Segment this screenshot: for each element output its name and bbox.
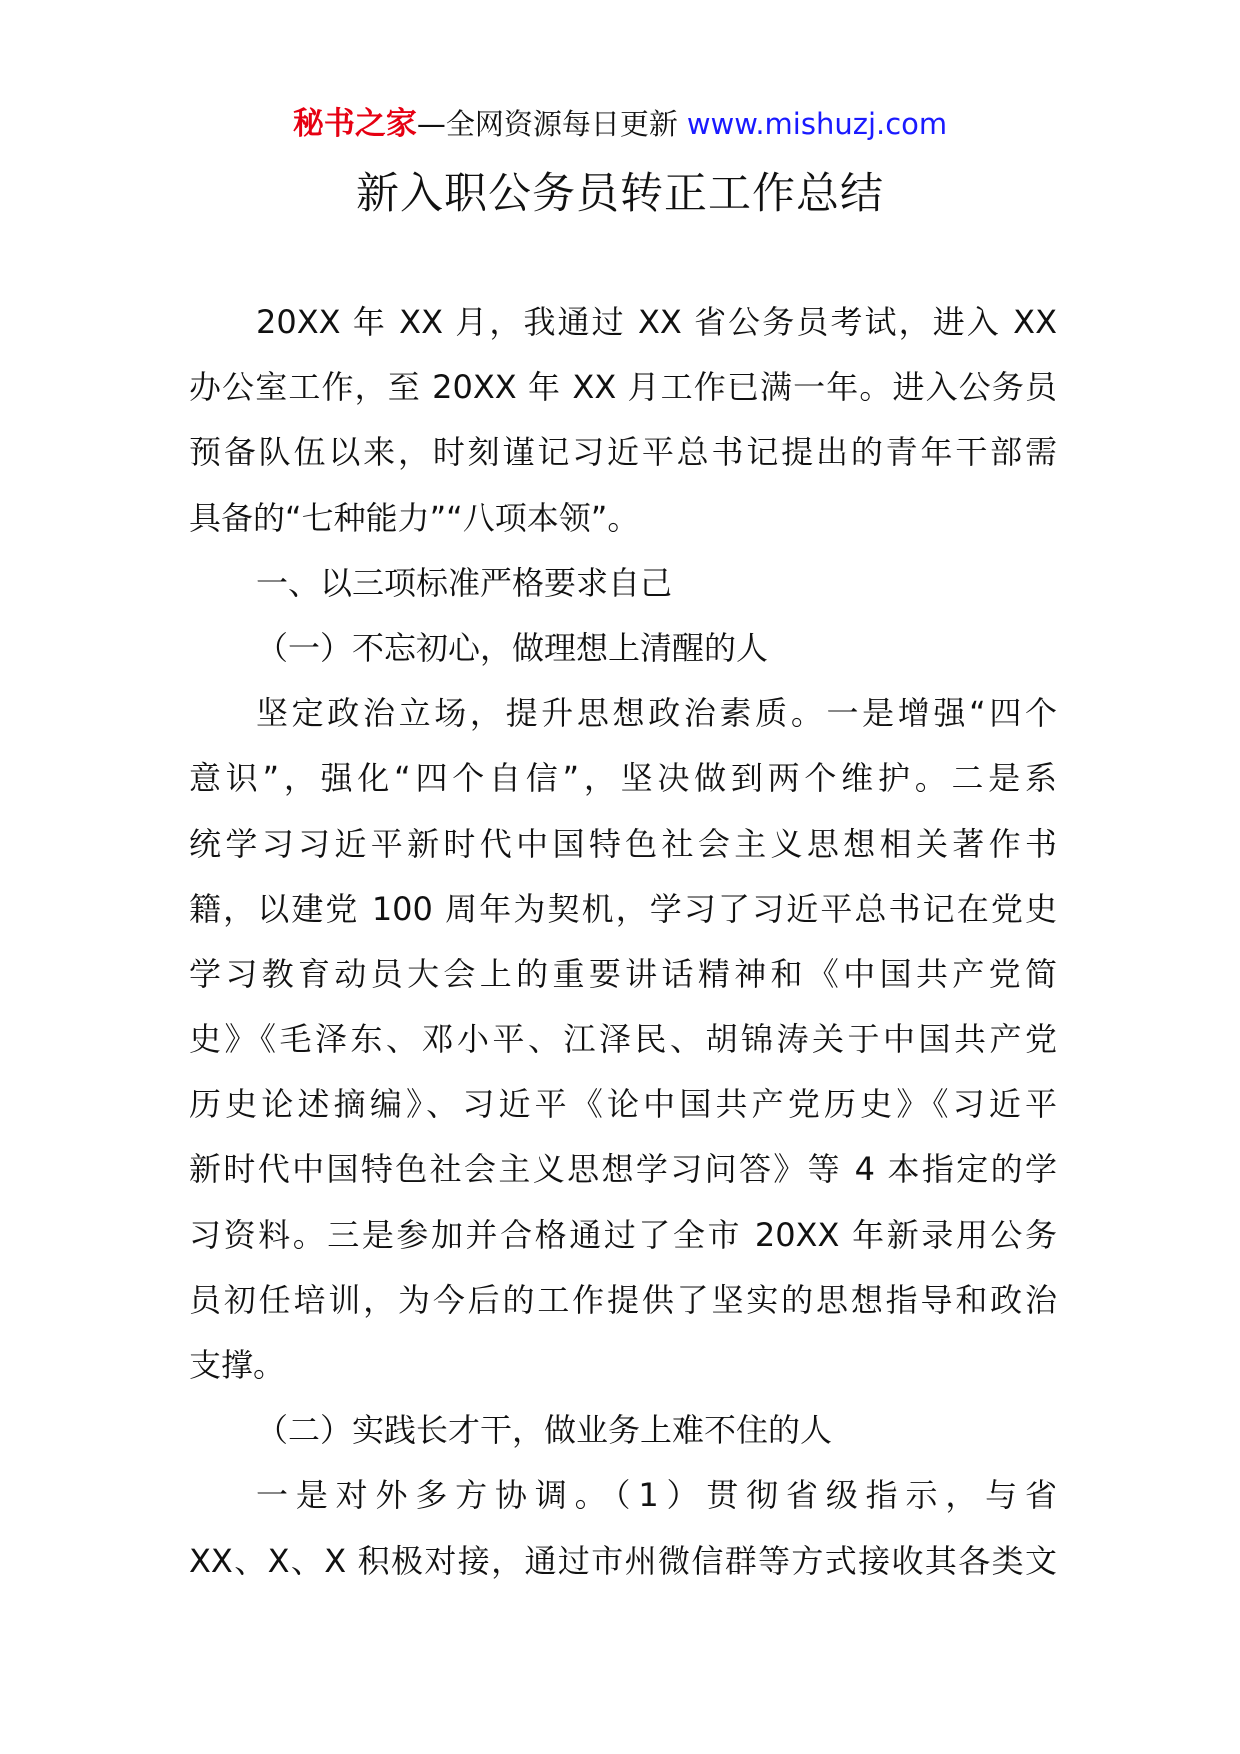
- body-line: XX、X、X 积极对接，通过市州微信群等方式接收其各类文: [189, 1541, 1057, 1580]
- subsection-heading: （二）实践长才干，做业务上难不住的人: [256, 1411, 833, 1450]
- subsection-heading: （一）不忘初心，做理想上清醒的人: [256, 628, 769, 667]
- body-line: 习资料。三是参加并合格通过了全市 20XX 年新录用公务: [189, 1215, 1057, 1254]
- body-line: 支撑。: [189, 1346, 286, 1384]
- body-line: 学习教育动员大会上的重要讲话精神和《中国共产党简: [189, 954, 1057, 993]
- site-header: [0, 104, 1240, 144]
- body-line: 新时代中国特色社会主义思想学习问答》等 4 本指定的学: [189, 1150, 1057, 1189]
- site-url: www.mishuzj.com: [686, 107, 948, 141]
- body-line: 具备的“七种能力”“八项本领”。: [189, 498, 640, 537]
- body-line: 办公室工作，至 20XX 年 XX 月工作已满一年。进入公务员: [189, 368, 1057, 407]
- body-line: 籍，以建党 100 周年为契机，学习了习近平总书记在党史: [189, 889, 1057, 928]
- body-line: 坚定政治立场，提升思想政治素质。一是增强“四个: [256, 694, 1057, 733]
- body-line: 预备队伍以来，时刻谨记习近平总书记提出的青年干部需: [189, 433, 1057, 472]
- body-line: 意识”，强化“四个自信”，坚决做到两个维护。二是系: [189, 759, 1057, 798]
- body-line: 一是对外多方协调。（1）贯彻省级指示，与省: [256, 1476, 1057, 1515]
- document-body: [189, 290, 1057, 1594]
- body-line: 统学习习近平新时代中国特色社会主义思想相关著作书: [189, 824, 1057, 863]
- body-line: 史》《毛泽东、邓小平、江泽民、胡锦涛关于中国共产党: [189, 1020, 1057, 1059]
- body-line: 历史论述摘编》、习近平《论中国共产党历史》《习近平: [189, 1085, 1057, 1124]
- document-title: 新入职公务员转正工作总结: [356, 169, 884, 219]
- body-line: 员初任培训，为今后的工作提供了坚实的思想指导和政治: [189, 1280, 1057, 1319]
- header-tagline: —全网资源每日更新: [416, 107, 678, 141]
- section-heading: 一、以三项标准严格要求自己: [256, 563, 673, 602]
- body-line: 20XX 年 XX 月，我通过 XX 省公务员考试，进入 XX: [256, 303, 1057, 341]
- brand-name: 秘书之家: [292, 106, 417, 142]
